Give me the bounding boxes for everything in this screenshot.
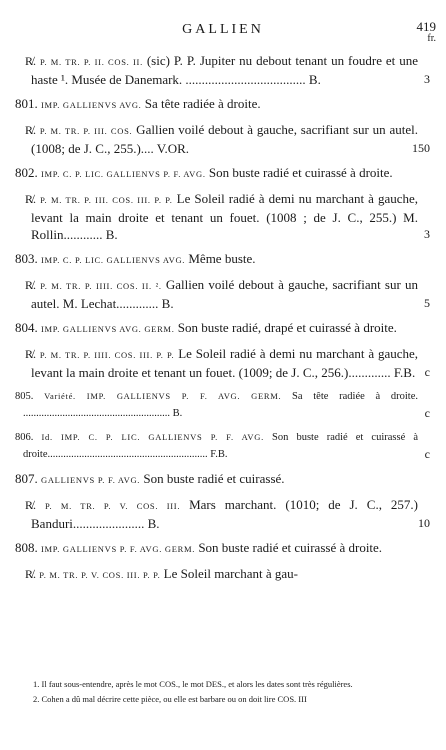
coin-legend: IMP. GALLIENVS P. F. AVG. GERM. <box>41 544 196 554</box>
coin-legend: P. M. TR. P. III. COS. <box>39 126 133 136</box>
price-value: c <box>424 447 430 461</box>
price-value: 10 <box>418 516 430 530</box>
entry-text: Mars marchant. (1010; de J. C., 257.) Banduri...................... B. <box>31 497 418 531</box>
entry-text: Son buste radié et cuirassé à droite. <box>205 165 393 180</box>
running-title: GALLIEN <box>182 22 264 37</box>
entry-text: Même buste. <box>185 251 256 266</box>
price-value: 150 <box>412 141 430 155</box>
coin-entry <box>0 539 446 558</box>
price-value: 5 <box>424 296 430 310</box>
coin-entry <box>0 95 446 114</box>
reverse-mark: R̸. <box>25 123 37 137</box>
reverse-mark: R̸. <box>25 192 37 206</box>
coin-legend: P. M. TR. P. IIII. COS. II. ². <box>40 281 162 291</box>
reverse-description <box>0 345 446 381</box>
footnote-1: 1. Il faut sous-entendre, après le mot COS., le mot DES., et alors les dates sont très régulières. <box>33 679 353 689</box>
entry-number: 804. <box>15 320 38 335</box>
coin-legend: Variété. IMP. GALLIENVS P. F. AVG. GERM. <box>44 391 282 401</box>
reverse-description <box>0 190 446 243</box>
coin-entry <box>0 429 446 463</box>
entry-number: 802. <box>15 165 38 180</box>
coin-legend: IMP. GALLIENVS AVG. GERM. <box>41 324 175 334</box>
catalogue-entries <box>0 52 446 591</box>
price-value: c <box>424 365 430 379</box>
reverse-mark: R̸. <box>25 498 37 512</box>
page-number-value: 419 <box>416 19 436 34</box>
entry-text: Gallien voilé debout à gauche, sacrifiant sur un autel. (1008; de J. C., 255.).... V.OR. <box>31 122 419 156</box>
footnotes <box>0 678 446 708</box>
entry-number: 803. <box>15 251 38 266</box>
entry-number: 801. <box>15 96 38 111</box>
coin-entry <box>0 319 446 338</box>
coin-legend: IMP. C. P. LIC. GALLIENVS P. F. AVG. <box>41 169 206 179</box>
coin-legend: P. M. TR. P. V. COS. III. <box>44 501 181 511</box>
page-unit: fr. <box>427 33 436 44</box>
entry-number: 806. <box>15 432 34 443</box>
coin-legend: P. M. TR. P. V. COS. III. P. P. <box>39 570 161 580</box>
entry-text: Son buste radié et cuirassé. <box>140 471 285 486</box>
coin-legend: P. M. TR. P. II. COS. II. <box>39 57 143 67</box>
coin-legend: P. M. TR. P. III. COS. III. P. P. <box>40 195 173 205</box>
coin-entry <box>0 250 446 269</box>
reverse-mark: R̸. <box>25 54 37 68</box>
price-value: c <box>424 406 430 420</box>
coin-legend: GALLIENVS P. F. AVG. <box>41 475 141 485</box>
entry-text: Son buste radié, drapé et cuirassé à droite. <box>174 320 397 335</box>
coin-legend: IMP. GALLIENVS AVG. <box>41 100 142 110</box>
entry-text: Son buste radié et cuirassé à droite............................................................. F.B. <box>23 432 418 460</box>
entry-number: 807. <box>15 471 38 486</box>
reverse-mark: R̸. <box>25 278 37 292</box>
page-number <box>417 21 437 45</box>
coin-entry <box>0 164 446 183</box>
entry-text: Son buste radié et cuirassé à droite. <box>195 540 383 555</box>
entry-text: Sa tête radiée à droite. <box>141 96 261 111</box>
reverse-description <box>0 52 446 88</box>
price-value: 3 <box>424 72 430 86</box>
coin-legend: P. M. TR. P. IIII. COS. III. P. P. <box>39 350 175 360</box>
entry-text: Sa tête radiée à droite. ........................................................ B. <box>23 391 418 419</box>
entry-text: Le Soleil radié à demi nu marchant à gauche, levant la main droite et tenant un fouet. (1008 ; de J. C., 255.) M. Rollin............ B. <box>31 191 418 242</box>
entry-text: Le Soleil marchant à gau- <box>160 566 298 581</box>
coin-entry <box>0 470 446 489</box>
coin-legend: Id. IMP. C. P. LIC. GALLIENVS P. F. AVG. <box>41 432 264 442</box>
entry-text: Gallien voilé debout à gauche, sacrifiant sur un autel. M. Lechat............. B. <box>31 277 418 311</box>
reverse-description <box>0 121 446 157</box>
coin-legend: IMP. C. P. LIC. GALLIENVS AVG. <box>41 255 186 265</box>
entry-number: 805. <box>15 391 34 402</box>
coin-entry <box>0 388 446 422</box>
price-value: 3 <box>424 227 430 241</box>
reverse-mark: R̸. <box>25 567 37 581</box>
reverse-description <box>0 496 446 532</box>
reverse-mark: R̸. <box>25 347 37 361</box>
reverse-description <box>0 565 446 584</box>
footnote-2: 2. Cohen a dû mal décrire cette pièce, ou elle est barbare ou on doit lire COS. III <box>33 694 307 704</box>
reverse-description <box>0 276 446 312</box>
entry-text: Le Soleil radié à demi nu marchant à gauche, levant la main droite et tenant un fouet. (1009; de J. C., 256.)............. F.B. <box>31 346 419 380</box>
entry-text: (sic) P. P. Jupiter nu debout tenant un foudre et une haste ¹. Musée de Danemark. ..................................... B. <box>31 53 418 87</box>
entry-number: 808. <box>15 540 38 555</box>
